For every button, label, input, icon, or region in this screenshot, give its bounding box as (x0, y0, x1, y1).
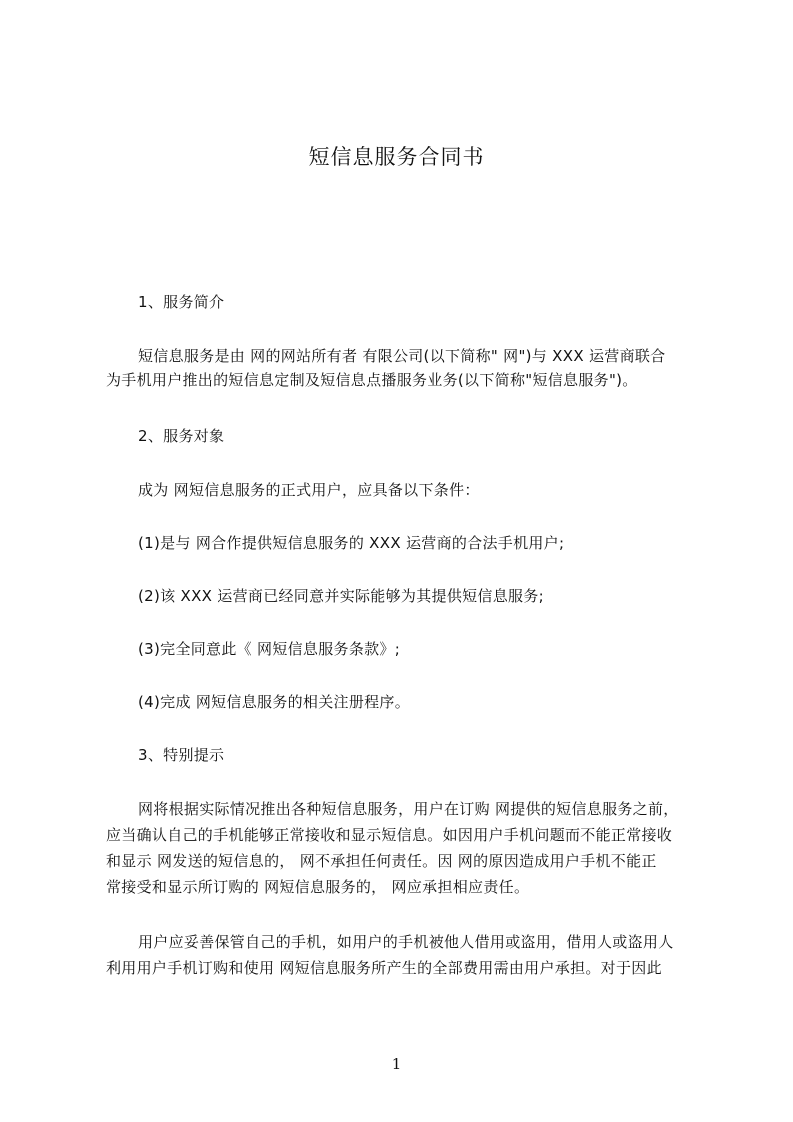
text-line: 为手机用户推出的短信息定制及短信息点播服务业务(以下简称"短信息服务")。 (106, 371, 638, 389)
section-3-paragraph-1 (106, 796, 700, 900)
page-number: 1 (391, 1055, 402, 1073)
condition-4: (4)完成 网短信息服务的相关注册程序。 (138, 693, 411, 711)
section-3-paragraph-2 (106, 929, 700, 981)
section-3-heading: 3、特别提示 (138, 746, 225, 764)
section-2-heading: 2、服务对象 (138, 427, 225, 445)
condition-1: (1)是与 网合作提供短信息服务的 XXX 运营商的合法手机用户; (138, 534, 565, 552)
condition-3: (3)完全同意此《 网短信息服务条款》; (138, 640, 401, 658)
text-line: 常接受和显示所订购的 网短信息服务的， 网应承担相应责任。 (106, 878, 530, 896)
condition-2: (2)该 XXX 运营商已经同意并实际能够为其提供短信息服务; (138, 587, 544, 605)
text-line: 应当确认自己的手机能够正常接收和显示短信息。如因用户手机问题而不能正常接收 (106, 826, 673, 844)
section-1-paragraph (106, 344, 700, 392)
section-1-heading: 1、服务简介 (138, 293, 225, 311)
text-line: 网将根据实际情况推出各种短信息服务，用户在订购 网提供的短信息服务之前， (138, 800, 679, 818)
document-title: 短信息服务合同书 (308, 145, 485, 169)
section-2-intro: 成为 网短信息服务的正式用户，应具备以下条件： (138, 481, 480, 499)
text-line: 用户应妥善保管自己的手机，如用户的手机被他人借用或盗用，借用人或盗用人 (138, 933, 674, 951)
text-line: 和显示 网发送的短信息的， 网不承担任何责任。因 网的原因造成用户手机不能正 (106, 852, 657, 870)
text-line: 利用用户手机订购和使用 网短信息服务所产生的全部费用需由用户承担。对于因此 (106, 959, 662, 977)
text-line: 短信息服务是由 网的网站所有者 有限公司(以下简称" 网")与 XXX 运营商联合 (138, 347, 666, 365)
